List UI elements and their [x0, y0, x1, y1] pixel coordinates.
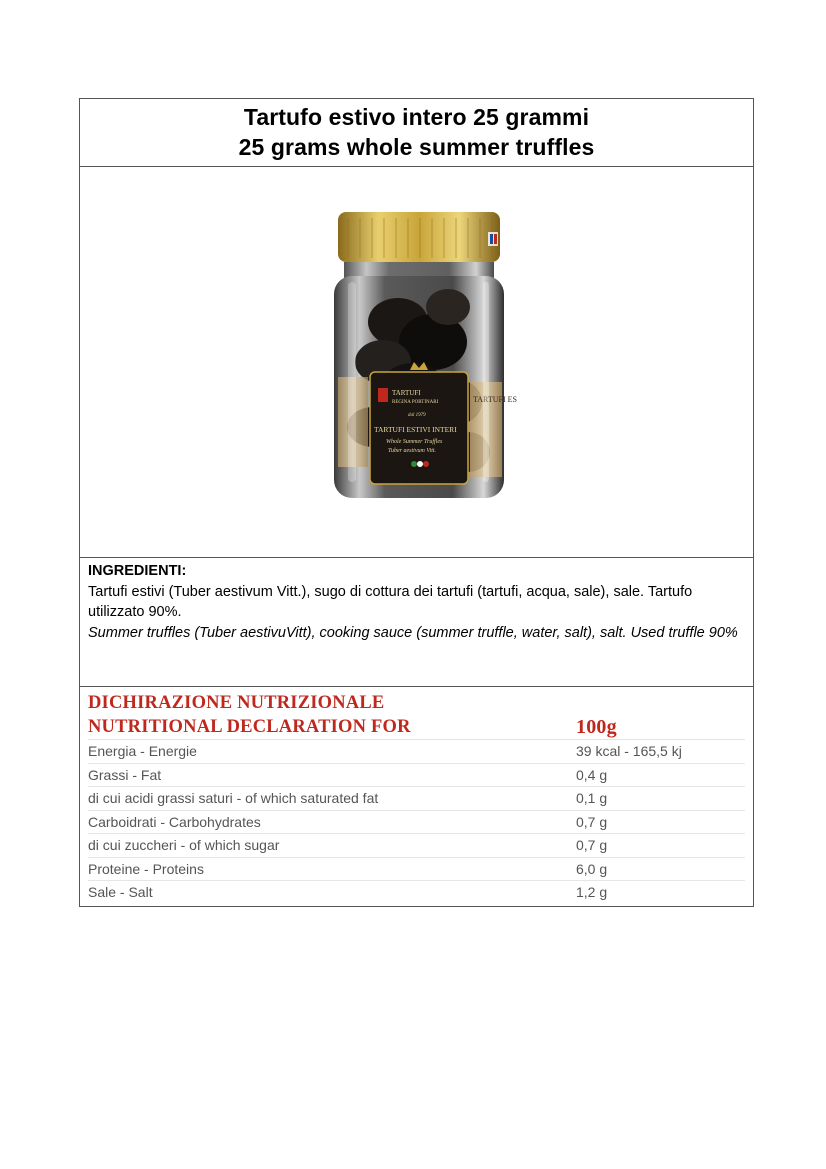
ingredients-english: Summer truffles (Tuber aestivuVitt), cooking sauce (summer truffle, water, salt), salt. Used truffle 90% — [88, 624, 738, 641]
jar-cap — [338, 212, 500, 262]
side-label-text: TARTUFI ES — [473, 395, 517, 404]
label-year: dal 1979 — [408, 413, 426, 418]
product-image-section — [80, 167, 753, 558]
label-name: TARTUFI ESTIVI INTERI — [374, 425, 457, 434]
label-brand-sub: REGINA PORTINARI — [392, 400, 439, 405]
nutrition-label: di cui acidi grassi saturi - of which saturated fat — [88, 790, 379, 806]
label-latin: Tuber aestivum Vitt. — [388, 448, 437, 454]
nutrition-row — [88, 858, 745, 882]
label-en: Whole Summer Truffles — [386, 439, 443, 445]
nutrition-heading-english: NUTRITIONAL DECLARATION FOR — [88, 717, 411, 737]
nutrition-label: Carboidrati - Carbohydrates — [88, 813, 261, 830]
nutrition-label: Grassi - Fat — [88, 766, 162, 783]
nutrition-value: 0,1 g — [576, 790, 608, 806]
title-section — [80, 99, 753, 167]
nutrition-row — [88, 881, 745, 904]
nutrition-label: Energia - Energie — [88, 743, 197, 759]
ingredients-title: INGREDIENTI: — [88, 563, 187, 579]
jar-illustration — [328, 212, 517, 502]
nutrition-value: 0,4 g — [576, 766, 608, 783]
nutrition-value: 1,2 g — [576, 884, 608, 900]
nutrition-row — [88, 740, 745, 764]
nutrition-value: 39 kcal - 165,5 kj — [576, 743, 682, 759]
label-brand: TARTUFI — [392, 389, 421, 397]
nutrition-row — [88, 764, 745, 788]
nutrition-row — [88, 787, 745, 811]
nutrition-label: Proteine - Proteins — [88, 860, 204, 877]
nutrition-heading-italian: DICHIRAZIONE NUTRIZIONALE — [88, 693, 385, 713]
title-english: 25 grams whole summer truffles — [238, 134, 595, 160]
nutrition-value: 0,7 g — [576, 813, 608, 830]
nutrition-table — [88, 740, 745, 904]
nutrition-row — [88, 834, 745, 858]
truffle-jar-image — [328, 212, 517, 502]
nutrition-label: Sale - Salt — [88, 884, 153, 900]
ingredients-section — [80, 558, 753, 687]
product-sheet — [79, 98, 754, 907]
title-italian: Tartufo estivo intero 25 grammi — [243, 104, 590, 130]
nutrition-value: 0,7 g — [576, 837, 608, 853]
nutrition-section — [80, 687, 753, 906]
nutrition-label: di cui zuccheri - of which sugar — [88, 837, 280, 853]
nutrition-per-amount: 100g — [576, 716, 617, 738]
nutrition-heading-row — [88, 715, 745, 740]
nutrition-row — [88, 811, 745, 835]
ingredients-italian: Tartufi estivi (Tuber aestivum Vitt.), sugo di cottura dei tartufi (tartufi, acqua, sale), sale. Tartufo utilizzato 90%. — [88, 583, 693, 620]
nutrition-value: 6,0 g — [576, 860, 608, 877]
